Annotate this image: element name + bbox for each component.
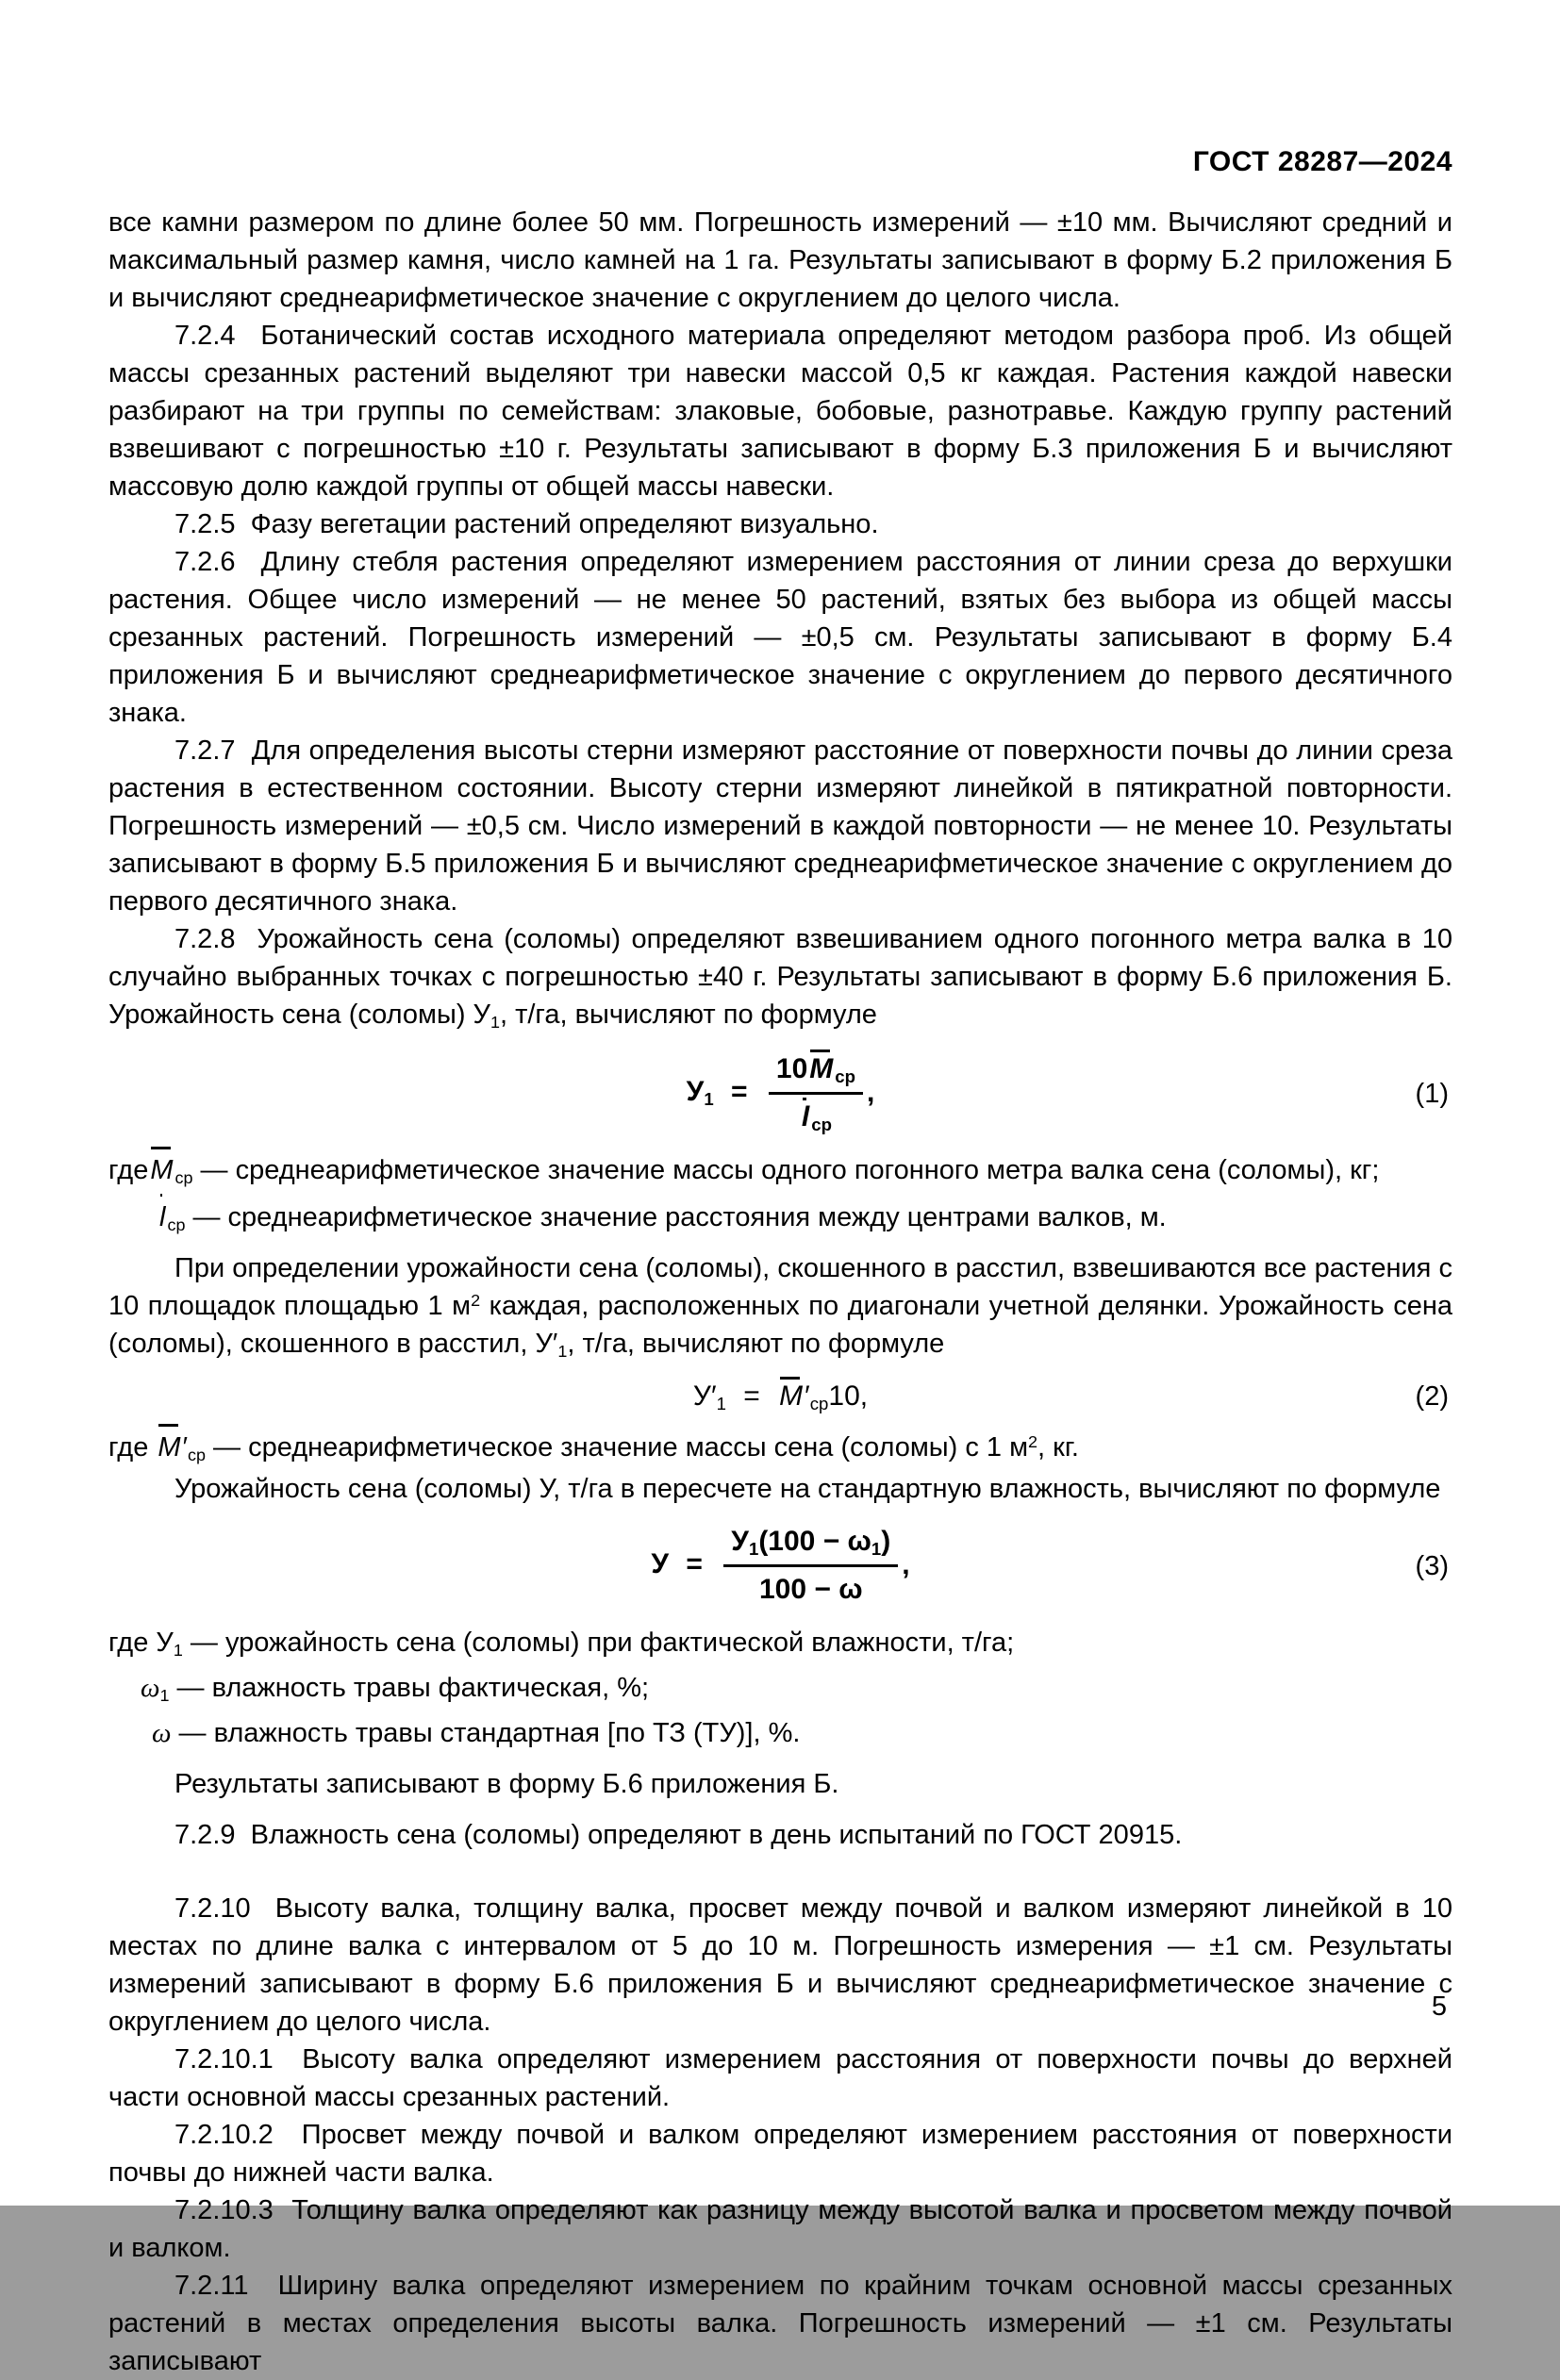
omega1-symbol: ω	[141, 1673, 160, 1703]
formula-2	[108, 1378, 1452, 1415]
where-list-3-text-3: — влажность травы стандартная [по ТЗ (ТУ)], %.	[171, 1718, 801, 1748]
square-meter-sup: 2	[471, 1291, 481, 1311]
formula-1-number: (1)	[1415, 1078, 1449, 1109]
paragraph-7-2-5-text: 7.2.5 Фазу вегетации растений определяют визуально.	[174, 509, 879, 539]
where-list-3-line-2	[141, 1665, 1452, 1711]
formula-1-lhs-sub: 1	[704, 1089, 714, 1110]
paragraph-results-b6-text: Результаты записывают в форму Б.6 приложения Б.	[174, 1769, 839, 1799]
formula-3-denominator: 100 − ω	[758, 1574, 863, 1605]
paragraph-standard-moisture	[108, 1470, 1452, 1508]
y1-symbol-sub: 1	[173, 1641, 183, 1661]
formula-2-coefficient: 10,	[828, 1380, 869, 1412]
paragraph-7-2-6	[108, 543, 1452, 732]
formula-1-l-mean-symbol: l	[800, 1099, 811, 1136]
formula-3-lhs: У	[651, 1548, 670, 1580]
paragraph-7-2-4	[108, 317, 1452, 505]
paragraph-7-2-10	[108, 1890, 1452, 2041]
paragraph-7-2-11	[108, 2267, 1452, 2380]
where-keyword-3: где	[108, 1628, 157, 1658]
paragraph-7-2-10-1-text: 7.2.10.1 Высоту валка определяют измерением расстояния от поверхности почвы до верхней части основной массы срезанных растений.	[108, 2044, 1452, 2112]
where-list-3-line-3	[152, 1711, 1452, 1756]
l-mean-sub: ср	[167, 1215, 186, 1235]
formula-1-comma: ,	[866, 1077, 875, 1109]
paragraph-7-2-8	[108, 920, 1452, 1033]
paragraph-7-2-4-text: 7.2.4 Ботанический состав исходного материала определяют методом разбора проб. Из общей массы срезанных растений выделяют три навески массой 0,5 кг каждая. Растения каждой навески разбирают на три группы по семействам: злаковые, бобовые, разнотравье. Каждую группу растений взвешивают с погрешностью ±10 г. Результаты записывают в форму Б.3 приложения Б и вычисляют массовую долю каждой группы от общей массы навески.	[108, 321, 1452, 502]
square-meter-sup-2: 2	[1028, 1432, 1038, 1452]
formula-2-number: (2)	[1415, 1381, 1449, 1412]
paragraph-spread-mowing-b: каждая, расположенных по диагонали учетной делянки. Урожайность сена (соломы), скошенного в расстил, У	[108, 1291, 1452, 1359]
where-list-2-line-1	[108, 1425, 1452, 1470]
y1-prime: ′	[552, 1329, 558, 1359]
formula-1-fraction	[769, 1050, 863, 1136]
y1-subscript: 1	[490, 1013, 500, 1033]
where-list-3-line-1	[108, 1620, 1452, 1665]
paragraph-7-2-10-2	[108, 2116, 1452, 2191]
paragraph-spread-mowing-a: При определении урожайности сена (соломы), скошенного в расстил, взвешиваются все растения с 10 площадок площадью 1 м	[108, 1253, 1452, 1321]
formula-1-numerator	[769, 1050, 863, 1095]
formula-3-numerator	[723, 1523, 898, 1567]
formula-2-lhs-sub: 1	[716, 1394, 726, 1414]
formula-1-lhs: У	[686, 1076, 705, 1108]
paragraph-7-2-10-3	[108, 2191, 1452, 2267]
where-list-1-line-1	[108, 1148, 1452, 1193]
where-list-1-text-1: — среднеарифметическое значение массы одного погонного метра валка сена (соломы), кг;	[192, 1155, 1380, 1185]
paragraph-7-2-10-3-text: 7.2.10.3 Толщину валка определяют как разницу между высотой валка и просветом между почвой и валком.	[108, 2195, 1452, 2263]
paragraph-7-2-11-text: 7.2.11 Ширину валка определяют измерением по крайним точкам основной массы срезанных растений в местах определения высоты валка. Погрешность измерений — ±1 см. Результаты записывают	[108, 2271, 1452, 2376]
formula-3-num-omega-sub: 1	[871, 1539, 882, 1560]
formula-3-num-mid: (100 − ω	[758, 1526, 871, 1557]
formula-3-equals: =	[686, 1548, 703, 1580]
where-list-1-text-2: — среднеарифметическое значение расстояния между центрами валков, м.	[185, 1202, 1167, 1232]
m-mean-symbol: M	[148, 1148, 174, 1193]
formula-1-coefficient: 10	[775, 1053, 808, 1084]
where-list-2-text-b: , кг.	[1037, 1432, 1079, 1463]
paragraph-7-2-10-2-text: 7.2.10.2 Просвет между почвой и валком определяют измерением расстояния от поверхности почвы до нижней части валка.	[108, 2120, 1452, 2188]
l-mean-symbol: l	[158, 1195, 167, 1240]
paragraph-spread-mowing	[108, 1249, 1452, 1363]
formula-1	[108, 1050, 1452, 1136]
omega-symbol: ω	[152, 1718, 172, 1748]
formula-3-num-close: )	[881, 1526, 891, 1557]
formula-2-lhs: У	[692, 1380, 711, 1412]
where-list-2-text-a: — среднеарифметическое значение массы сена (соломы) с 1 м	[205, 1432, 1029, 1463]
where-list-3-text-2: — влажность травы фактическая, %;	[169, 1673, 650, 1703]
formula-1-denominator	[769, 1095, 863, 1136]
paragraph-7-2-8-text-b: , т/га, вычисляют по формуле	[499, 1000, 877, 1030]
formula-3	[108, 1523, 1452, 1609]
paragraph-7-2-7	[108, 732, 1452, 920]
formula-2-lhs-prime: ′	[710, 1380, 717, 1412]
formula-2-var-sub: ср	[809, 1394, 829, 1414]
m-prime-mark: ′	[182, 1432, 188, 1463]
paragraph-7-2-9	[108, 1816, 1452, 1854]
where-list-1-line-2	[158, 1195, 1452, 1240]
paragraph-7-2-10-1	[108, 2041, 1452, 2116]
paragraph-7-2-5	[108, 505, 1452, 543]
formula-2-var-prime: ′	[805, 1380, 810, 1412]
page-number: 5	[1431, 1992, 1447, 2022]
y1-symbol: У	[156, 1628, 174, 1658]
formula-2-equals: =	[743, 1380, 760, 1412]
y1-prime-sub: 1	[557, 1342, 568, 1362]
paragraph-7-2-9-text: 7.2.9 Влажность сена (соломы) определяют в день испытаний по ГОСТ 20915.	[174, 1820, 1183, 1850]
formula-2-body	[693, 1380, 868, 1412]
paragraph-7-2-6-text: 7.2.6 Длину стебля растения определяют измерением расстояния от линии среза до верхушки растения. Общее число измерений — не менее 50 растений, взятых без выбора из общей массы срезанных растений. Погрешность измерений — ±0,5 см. Результаты записывают в форму Б.4 приложения Б и вычисляют среднеарифметическое значение с округлением до первого десятичного знака.	[108, 547, 1452, 728]
where-keyword-2: где	[108, 1432, 157, 1463]
m-prime-mean-symbol: M	[156, 1425, 182, 1470]
formula-1-equals: =	[731, 1076, 748, 1108]
paragraph-continuation	[108, 204, 1452, 317]
formula-3-num-y: У	[731, 1526, 749, 1557]
paragraph-7-2-7-text: 7.2.7 Для определения высоты стерни измеряют расстояние от поверхности почвы до линии среза растения в естественном состоянии. Высоту стерни измеряют линейкой в пятикратной повторности. Погрешность измерений — ±0,5 см. Число измерений в каждой повторности — не менее 10. Результаты записывают в форму Б.5 приложения Б и вычисляют среднеарифметическое значение с округлением до первого десятичного знака.	[108, 735, 1452, 917]
where-keyword: где	[108, 1155, 149, 1185]
formula-3-number: (3)	[1415, 1550, 1449, 1581]
formula-3-fraction	[723, 1523, 898, 1609]
paragraph-7-2-10-text: 7.2.10 Высоту валка, толщину валка, просвет между почвой и валком измеряют линейкой в 10 местах по длине валка с интервалом от 5 до 10 м. Погрешность измерения — ±1 см. Результаты измерений записывают в форму Б.6 приложения Б и вычисляют среднеарифметическое значение с округлением до целого числа.	[108, 1893, 1452, 2037]
paragraph-results-b6	[108, 1765, 1452, 1803]
paragraph-7-2-8-text-a: 7.2.8 Урожайность сена (соломы) определяют взвешиванием одного погонного метра валка в 10 случайно выбранных точках с погрешностью ±40 г. Результаты записывают в форму Б.6 приложения Б. Урожайность сена (соломы) У	[108, 924, 1452, 1030]
m-prime-sub: ср	[188, 1446, 206, 1465]
omega1-sub: 1	[159, 1686, 170, 1706]
formula-2-m-mean-symbol: M	[777, 1378, 805, 1415]
formula-1-m-sub: ср	[835, 1066, 855, 1087]
formula-3-comma: ,	[902, 1549, 910, 1581]
where-list-3-text-1: — урожайность сена (соломы) при фактической влажности, т/га;	[182, 1628, 1015, 1658]
formula-1-l-sub: ср	[811, 1115, 832, 1135]
m-mean-sub: ср	[174, 1168, 193, 1188]
paragraph-standard-moisture-text: Урожайность сена (соломы) У, т/га в пересчете на стандартную влажность, вычисляют по формуле	[174, 1474, 1441, 1504]
document-code-header: ГОСТ 28287—2024	[1192, 146, 1452, 177]
paragraph-continuation-text: все камни размером по длине более 50 мм. Погрешность измерений — ±10 мм. Вычисляют средний и максимальный размер камня, число камней на 1 га. Результаты записывают в форму Б.2 приложения Б и вычисляют среднеарифметическое значение с округлением до целого числа.	[108, 207, 1452, 313]
formula-1-body	[686, 1053, 875, 1135]
paragraph-spread-mowing-c: , т/га, вычисляют по формуле	[567, 1329, 945, 1359]
formula-1-m-mean-symbol: M	[807, 1050, 835, 1088]
formula-3-num-y-sub: 1	[748, 1539, 759, 1560]
